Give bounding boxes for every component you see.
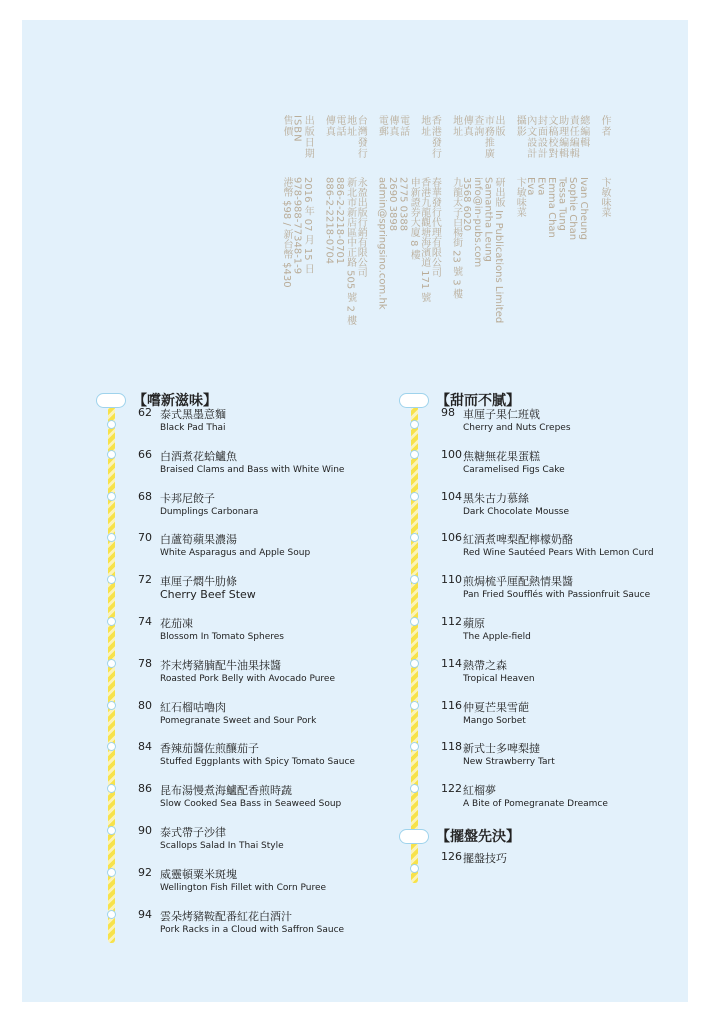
colophon-label: 文稿校對 [546, 115, 557, 159]
page-number: 104 [441, 489, 462, 503]
colophon-value: 886-2-2218-0704 [323, 177, 335, 265]
recipe-title-en: Black Pad Thai [160, 423, 226, 433]
recipe-title-zh: 煎焗梳乎厘配熱情果醬 [463, 575, 573, 589]
page-number: 70 [138, 531, 152, 545]
colophon-value: Eva [524, 177, 536, 196]
timeline-dot [107, 450, 116, 459]
page-number: 72 [138, 573, 152, 587]
timeline-dot [107, 826, 116, 835]
section-bubble [96, 393, 126, 408]
page-number: 66 [138, 447, 152, 461]
timeline-dot [410, 450, 419, 459]
colophon-label: 地址 [450, 115, 462, 137]
recipe-title-zh: 紅酒煮啤梨配檸檬奶酪 [463, 533, 573, 547]
page-number: 94 [138, 907, 152, 921]
page-panel [22, 20, 688, 1002]
recipe-title-zh: 熱帶之森 [463, 658, 507, 672]
colophon-line [279, 115, 293, 288]
recipe-title-en: Braised Clams and Bass with White Wine [160, 464, 345, 475]
recipe-title-en: Caramelised Figs Cake [463, 464, 565, 475]
colophon-value: 2775 0388 [397, 177, 409, 232]
recipe-title-zh: 昆布湯慢煮海鱸配香煎時蔬 [160, 784, 292, 798]
colophon-value: 研出版 In Publications Limited [493, 177, 504, 324]
colophon-value: 2690 3898 [387, 177, 398, 232]
section-bubble [399, 393, 429, 408]
colophon-label: 封面設計 [535, 115, 547, 159]
colophon-label: 市務推廣 [482, 115, 494, 159]
colophon-label: 查詢 [471, 115, 483, 137]
recipe-title-zh: 焦糖無花果蛋糕 [463, 449, 540, 463]
colophon-value: 978-988-77348-1-9 [291, 177, 303, 275]
page-number: 114 [441, 656, 462, 670]
colophon-label: 傳真 [461, 115, 473, 137]
recipe-title-en: Slow Cooked Sea Bass in Seaweed Soup [160, 799, 342, 810]
colophon-label: 傳真 [323, 115, 335, 137]
recipe-title-zh: 雲朵烤豬鞍配番紅花白酒汁 [160, 909, 292, 923]
colophon-label: 內文設計 [524, 115, 536, 159]
page-number: 78 [138, 656, 152, 670]
recipe-title-zh: 泰式帶子沙律 [160, 826, 226, 839]
timeline-dot [410, 701, 419, 710]
page-number: 62 [138, 406, 152, 419]
colophon-value: 3568 6020 [461, 177, 473, 232]
colophon-value: Eva [535, 177, 547, 196]
colophon-value: info@in-pubs.com [471, 177, 483, 268]
colophon-label: 作者 [599, 115, 610, 137]
recipe-title-en: Cherry and Nuts Crepes [463, 423, 571, 433]
timeline-dot [107, 910, 116, 919]
timeline-dot [107, 617, 116, 626]
recipe-title-zh: 黑朱古力慕絲 [463, 491, 529, 505]
recipe-title-en: Dumplings Carbonara [160, 506, 259, 517]
timeline-dot [107, 868, 116, 877]
recipe-title-en: Roasted Pork Belly with Avocado Puree [160, 673, 335, 684]
recipe-title-zh: 新式士多啤梨撻 [463, 742, 540, 756]
colophon-value: 886-2-2218-0701 [334, 177, 345, 265]
recipe-title-en: Stuffed Eggplants with Spicy Tomato Sauce [160, 757, 355, 768]
recipe-title-zh: 蘋原 [463, 617, 485, 630]
colophon-value: 永盈出版行銷有限公司 [355, 177, 367, 277]
recipe-title-en: The Apple-field [463, 632, 531, 642]
page-number: 74 [138, 615, 152, 628]
colophon-label: 台灣發行 [355, 115, 367, 159]
recipe-title-zh: 紅榴夢 [463, 784, 496, 798]
section-title: 【擺盤先決】 [436, 829, 520, 845]
timeline-dot [107, 420, 116, 429]
section-title: 【嚐新滋味】 [133, 393, 217, 409]
colophon-value: Sophie Chan [567, 177, 579, 241]
colophon-label: ISBN [291, 115, 303, 143]
recipe-title-en: Wellington Fish Fillet with Corn Puree [160, 882, 327, 893]
recipe-title-en: Scallops Salad In Thai Style [160, 841, 284, 851]
recipe-title-en: White Asparagus and Apple Soup [160, 548, 311, 559]
recipe-title-en: Cherry Beef Stew [160, 588, 256, 602]
recipe-title-en: Red Wine Sautéed Pears With Lemon Curd [463, 548, 654, 559]
colophon-value: 春華發行代理有限公司 [429, 177, 441, 277]
page-number: 80 [138, 698, 152, 712]
colophon-label: 地址 [418, 115, 430, 137]
colophon-label: 總編輯 [577, 115, 589, 148]
timeline-dot [107, 701, 116, 710]
colophon-label: 電話 [334, 115, 345, 137]
page-number: 112 [441, 615, 462, 628]
page-number: 90 [138, 824, 152, 837]
colophon-value: Samantha Leung [482, 177, 494, 262]
recipe-title-en: A Bite of Pomegranate Dreamce [463, 799, 608, 810]
colophon-value: 港幣 $98 / 新台幣 $430 [281, 177, 292, 288]
recipe-title-en: New Strawberry Tart [463, 757, 555, 768]
colophon-value: 卞敏味菜 [599, 177, 610, 217]
timeline-rail [108, 399, 115, 943]
recipe-title-zh: 車厘子燜牛肋條 [160, 575, 237, 589]
colophon-label: 出版日期 [302, 115, 314, 159]
recipe-title-zh: 紅石榴咕嚕肉 [160, 700, 226, 714]
recipe-title-en: Mango Sorbet [463, 715, 526, 726]
page-number: 84 [138, 740, 152, 754]
page-number: 98 [441, 406, 455, 419]
recipe-title-zh: 擺盤技巧 [463, 852, 507, 865]
colophon-value: 新北市新店區中正路 505 號 2 樓 [344, 177, 356, 326]
colophon-label: 電話 [397, 115, 409, 137]
colophon-label: 責任編輯 [567, 115, 579, 159]
recipe-title-zh: 仲夏芒果雪葩 [463, 700, 529, 714]
page-number: 118 [441, 740, 462, 754]
page-number: 106 [441, 531, 462, 545]
colophon-label: 助理編輯 [556, 115, 568, 159]
recipe-title-en: Dark Chocolate Mousse [463, 506, 570, 517]
recipe-title-en: Pan Fried Soufflés with Passionfruit Sauce [463, 590, 651, 601]
timeline-dot [410, 492, 419, 501]
recipe-title-zh: 芥末烤豬腩配牛油果抹醬 [160, 658, 281, 672]
timeline-dot [107, 492, 116, 501]
page-number: 122 [441, 782, 462, 796]
colophon-value: 2016 年 07 月 15 日 [302, 177, 314, 274]
timeline-dot [410, 617, 419, 626]
colophon-label: 電郵 [376, 115, 388, 137]
page-number: 116 [441, 698, 462, 712]
colophon-value: 香港九龍觀塘海濱道 171 號 [418, 177, 430, 303]
section-bubble [399, 829, 429, 844]
colophon-label: 傳真 [387, 115, 398, 137]
recipe-title-zh: 車厘子果仁班戟 [463, 408, 540, 421]
page-number: 86 [138, 782, 152, 796]
recipe-title-en: Pomegranate Sweet and Sour Pork [160, 715, 317, 726]
recipe-title-zh: 花茄凍 [160, 617, 193, 630]
recipe-title-en: Pork Racks in a Cloud with Saffron Sauce [160, 924, 345, 935]
recipe-title-en: Blossom In Tomato Spheres [160, 632, 284, 642]
timeline-dot [410, 659, 419, 668]
recipe-title-zh: 白酒煮花蛤鱸魚 [160, 449, 237, 463]
colophon-value: Ivan Cheung [577, 177, 589, 241]
timeline-dot [107, 659, 116, 668]
timeline-dot [410, 420, 419, 429]
colophon-value: 卞敏味菜 [514, 177, 526, 217]
recipe-title-en: Tropical Heaven [463, 673, 535, 684]
colophon-label: 地址 [344, 115, 356, 137]
colophon-label: 攝影 [514, 115, 526, 137]
colophon-label: 香港發行 [429, 115, 441, 159]
page-number: 110 [441, 573, 462, 587]
recipe-title-zh: 香辣茄醬佐煎釀茄子 [160, 742, 259, 756]
colophon-label: 售價 [281, 115, 292, 137]
colophon-value: Tessa Tung [556, 177, 568, 231]
timeline-dot [410, 864, 419, 873]
colophon-label: 出版 [493, 115, 504, 137]
page-number: 100 [441, 447, 462, 461]
page-number: 126 [441, 850, 462, 863]
page-number: 68 [138, 489, 152, 503]
colophon-value: Emma Chan [546, 177, 557, 238]
recipe-title-zh: 卡邦尼餃子 [160, 491, 215, 505]
colophon-value: 九龍太子白楊街 23 號 3 樓 [450, 177, 462, 299]
page-number: 92 [138, 865, 152, 879]
colophon-value: 申新證券大廈 8 樓 [408, 177, 420, 260]
colophon-value: admin@springsino.com.hk [376, 177, 388, 310]
recipe-title-zh: 威靈頓粟米斑塊 [160, 867, 237, 881]
recipe-title-zh: 泰式黑墨意麵 [160, 408, 226, 421]
recipe-title-zh: 白蘆筍蘋果濃湯 [160, 533, 237, 547]
section-title: 【甜而不膩】 [436, 393, 520, 409]
